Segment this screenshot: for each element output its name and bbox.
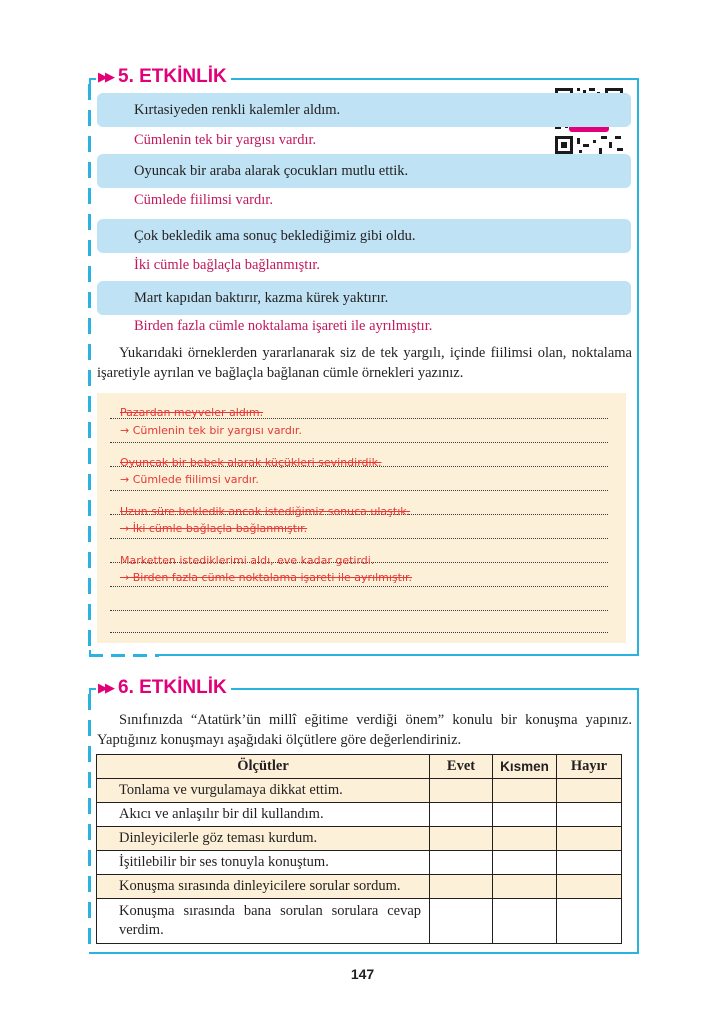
table-row: [97, 875, 622, 899]
cell-partly[interactable]: [493, 803, 557, 827]
cell-no[interactable]: [557, 803, 622, 827]
cell-yes[interactable]: [430, 899, 493, 944]
cell-no[interactable]: [557, 827, 622, 851]
criterion-label: İşitilebilir bir ses tonuyla konuştum.: [97, 851, 430, 875]
answer-sentence-4: Marketten istediklerimi aldı, eve kadar getirdi.: [120, 554, 375, 567]
example-note-2: Cümlede fiilimsi vardır.: [134, 192, 273, 208]
cell-partly[interactable]: [493, 779, 557, 803]
table-row: [97, 827, 622, 851]
header-no: Hayır: [557, 755, 622, 779]
answer-note-1: → Cümlenin tek bir yargısı vardır.: [120, 424, 302, 437]
table-row: [97, 803, 622, 827]
example-note-1: Cümlenin tek bir yargısı vardır.: [134, 132, 317, 148]
activity5-title: 5. ETKİNLİK: [118, 66, 227, 87]
cell-yes[interactable]: [430, 827, 493, 851]
answer-sentence-1: Pazardan meyveler aldım.: [120, 406, 264, 419]
cell-yes[interactable]: [430, 803, 493, 827]
double-arrow-icon: ▶▶: [98, 680, 112, 696]
example-sentence-2: Oyuncak bir araba alarak çocukları mutlu ettik.: [97, 154, 631, 188]
activity6-heading: [96, 677, 231, 699]
cell-yes[interactable]: [430, 779, 493, 803]
activity6-left-dash: [88, 694, 91, 952]
cell-yes[interactable]: [430, 851, 493, 875]
evaluation-table: [96, 754, 622, 944]
example-sentence-3: Çok bekledik ama sonuç beklediğimiz gibi oldu.: [97, 219, 631, 253]
answer-line[interactable]: [110, 632, 608, 633]
cell-partly[interactable]: [493, 827, 557, 851]
example-sentence-1: Kırtasiyeden renkli kalemler aldım.: [97, 93, 631, 127]
answer-line[interactable]: [110, 442, 608, 443]
answer-line[interactable]: [110, 610, 608, 611]
cell-no[interactable]: [557, 875, 622, 899]
criterion-label: Tonlama ve vurgulamaya dikkat ettim.: [97, 779, 430, 803]
example-sentence-4: Mart kapıdan baktırır, kazma kürek yaktırır.: [97, 281, 631, 315]
criterion-label: Akıcı ve anlaşılır bir dil kullandım.: [97, 803, 430, 827]
example-note-3: İki cümle bağlaçla bağlanmıştır.: [134, 257, 321, 273]
cell-partly[interactable]: [493, 899, 557, 944]
header-partly: Kısmen: [493, 755, 557, 779]
table-row: [97, 899, 622, 944]
answer-note-4: → Birden fazla cümle noktalama işareti ile ayrılmıştır.: [120, 571, 413, 584]
table-row: [97, 779, 622, 803]
cell-partly[interactable]: [493, 875, 557, 899]
double-arrow-icon: ▶▶: [98, 69, 112, 85]
header-yes: Evet: [430, 755, 493, 779]
cell-no[interactable]: [557, 779, 622, 803]
criterion-label: Konuşma sırasında bana sorulan sorulara cevap verdim.: [97, 899, 430, 944]
answer-note-2: → Cümlede fiilimsi vardır.: [120, 473, 259, 486]
activity6-instruction: Sınıfınızda “Atatürk’ün millî eğitime verdiği önem” konulu bir konuşma yapınız. Yaptığınız konuşmayı aşağıdaki ölçütlere göre değerlendiriniz.: [97, 712, 632, 748]
example-note-4: Birden fazla cümle noktalama işareti ile ayrılmıştır.: [134, 318, 433, 334]
activity6-title: 6. ETKİNLİK: [118, 677, 227, 698]
answer-note-3: → İki cümle bağlaçla bağlanmıştır.: [120, 522, 308, 535]
criterion-label: Konuşma sırasında dinleyicilere sorular sordum.: [97, 875, 430, 899]
activity5-heading: [96, 66, 231, 88]
cell-no[interactable]: [557, 899, 622, 944]
answer-line[interactable]: [110, 490, 608, 491]
activity5-left-dash: [88, 84, 91, 650]
header-criteria: Ölçütler: [97, 755, 430, 779]
answer-sentence-3: Uzun süre bekledik ancak istediğimiz sonuca ulaştık.: [120, 505, 411, 518]
table-header-row: [97, 755, 622, 779]
answer-line[interactable]: [110, 538, 608, 539]
criterion-label: Dinleyicilerle göz teması kurdum.: [97, 827, 430, 851]
activity5-instruction: Yukarıdaki örneklerden yararlanarak siz de tek yargılı, içinde fiilimsi olan, noktalama işaretiyle ayrılan ve bağlaçla bağlanan cümle örnekleri yazınız.: [97, 345, 632, 381]
answer-line[interactable]: [110, 586, 608, 587]
page-number: 147: [350, 966, 375, 982]
table-row: [97, 851, 622, 875]
answer-sentence-2: Oyuncak bir bebek alarak küçükleri sevindirdik.: [120, 456, 382, 469]
cell-no[interactable]: [557, 851, 622, 875]
cell-partly[interactable]: [493, 851, 557, 875]
cell-yes[interactable]: [430, 875, 493, 899]
